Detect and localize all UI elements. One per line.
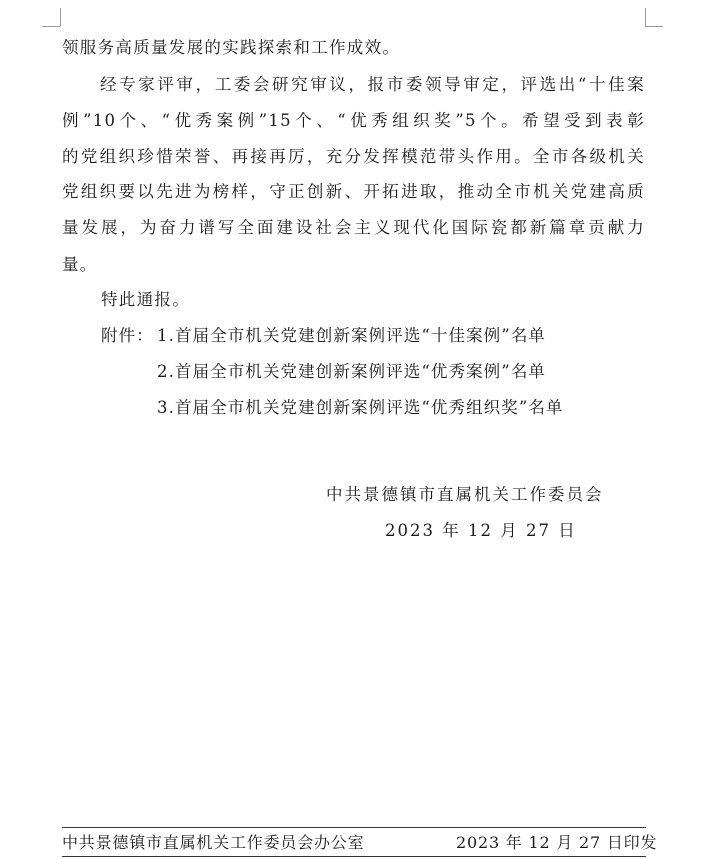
body-line-4: 的党组织珍惜荣誉、再接再厉，充分发挥模范带头作用。全市各级机关 <box>62 147 645 166</box>
signature-date: 2023 年 12 月 27 日 <box>385 521 577 540</box>
footer-bottom-rule <box>62 856 646 857</box>
body-line-2: 经专家评审，工委会研究审议，报市委领导审定，评选出“十佳案 <box>100 75 645 94</box>
attachments-label: 附件： <box>101 326 154 345</box>
footer-issue-date: 2023 年 12 月 27 日印发 <box>456 833 658 852</box>
body-line-5: 党组织要以先进为榜样，守正创新、开拓进取，推动全市机关党建高质 <box>62 182 645 201</box>
footer-issuing-office: 中共景德镇市直属机关工作委员会办公室 <box>62 833 365 852</box>
footer-top-rule <box>62 827 646 828</box>
body-line-3: 例”10个、“优秀案例”15个、“优秀组织奖”5个。希望受到表彰 <box>62 111 645 130</box>
attachment-item-2: 2.首届全市机关党建创新案例评选“优秀案例”名单 <box>157 362 547 381</box>
margin-corner-mark-top-left-horizontal <box>42 26 60 27</box>
attachment-item-3: 3.首届全市机关党建创新案例评选“优秀组织奖”名单 <box>157 398 564 417</box>
margin-corner-mark-top-left <box>60 8 61 26</box>
margin-corner-mark-top-right <box>645 8 646 26</box>
attachment-item-1: 1.首届全市机关党建创新案例评选“十佳案例”名单 <box>157 326 547 345</box>
closing-phrase: 特此通报。 <box>101 290 190 309</box>
body-line-1: 领服务高质量发展的实践探索和工作成效。 <box>62 38 401 57</box>
body-line-6: 量发展，为奋力谱写全面建设社会主义现代化国际瓷都新篇章贡献力 <box>62 218 645 237</box>
margin-corner-mark-top-right-horizontal <box>645 26 663 27</box>
body-line-7: 量。 <box>62 255 98 274</box>
signature-org: 中共景德镇市直属机关工作委员会 <box>326 485 604 504</box>
